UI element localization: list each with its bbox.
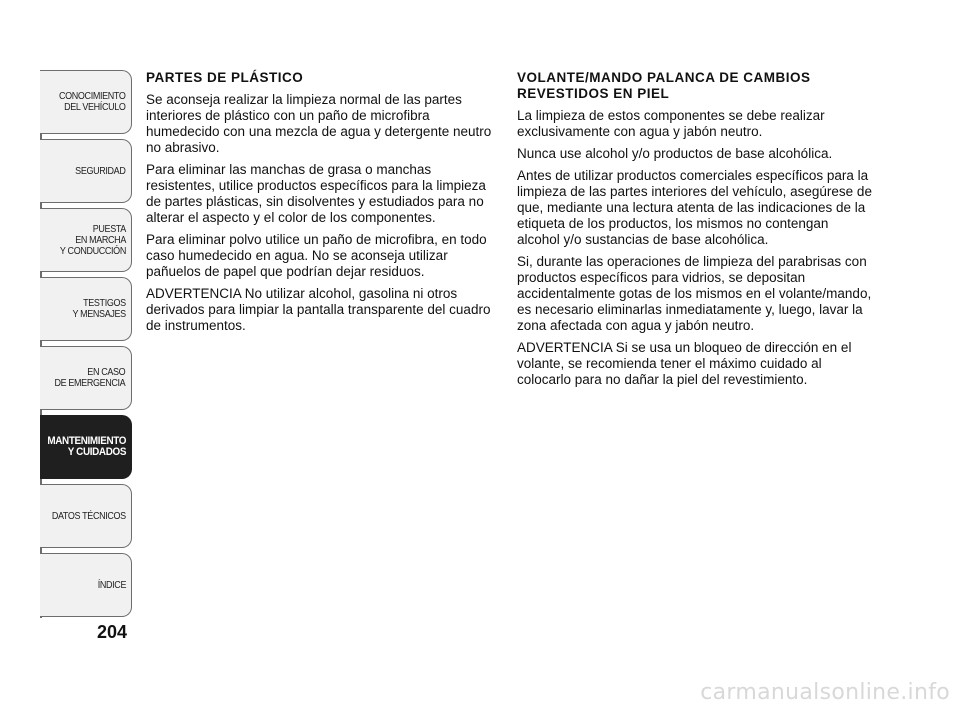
tab-label: CONOCIMIENTO DEL VEHÍCULO bbox=[59, 91, 126, 113]
paragraph: Nunca use alcohol y/o productos de base alcohólica. bbox=[517, 146, 833, 161]
paragraph: La limpieza de estos componentes se debe realizar exclusivamente con agua y jabón neutro. bbox=[517, 108, 825, 139]
tab-mantenimiento-y-cuidados[interactable] bbox=[40, 415, 132, 479]
warning-paragraph: ADVERTENCIA No utilizar alcohol, gasolina ni otros derivados para limpiar la pantalla transparente del cuadro de instrumentos. bbox=[146, 286, 491, 333]
tab-puesta-en-marcha[interactable] bbox=[40, 208, 132, 272]
tab-label: ÍNDICE bbox=[97, 579, 126, 591]
section-heading: VOLANTE/MANDO PALANCA DE CAMBIOS REVESTIDOS EN PIEL bbox=[517, 70, 811, 101]
warning-paragraph: ADVERTENCIA Si se usa un bloqueo de dirección en el volante, se recomienda tener el máximo cuidado al colocarlo para no dañar la piel del revestimiento. bbox=[517, 340, 852, 387]
left-column bbox=[146, 70, 496, 340]
right-column bbox=[517, 70, 872, 394]
tab-label: SEGURIDAD bbox=[75, 165, 126, 177]
tab-datos-tecnicos[interactable] bbox=[40, 484, 132, 548]
paragraph: Antes de utilizar productos comerciales específicos para la limpieza de las partes interiores del vehículo, asegúrese de que, mediante una lectura atenta de las indicaciones de la etiqueta de los productos, los mismos no contengan alcohol y/o sustancias de base alcohólica. bbox=[517, 168, 872, 247]
tab-testigos-y-mensajes[interactable] bbox=[40, 277, 132, 341]
tab-label: PUESTA EN MARCHA Y CONDUCCIÓN bbox=[59, 223, 126, 257]
tab-label: TESTIGOS Y MENSAJES bbox=[72, 298, 126, 320]
tab-conocimiento-del-vehiculo[interactable] bbox=[40, 70, 132, 134]
watermark: carmanualsonline.info bbox=[700, 680, 950, 705]
tab-label: EN CASO DE EMERGENCIA bbox=[54, 367, 126, 389]
tab-label: MANTENIMIENTO Y CUIDADOS bbox=[46, 435, 126, 458]
tab-seguridad[interactable] bbox=[40, 139, 132, 203]
paragraph: Para eliminar las manchas de grasa o manchas resistentes, utilice productos específicos para la limpieza de partes plásticas, sin disolventes y estudiados para no alterar el aspecto y el color de los componentes. bbox=[146, 162, 486, 225]
paragraph: Se aconseja realizar la limpieza normal de las partes interiores de plástico con un paño de microfibra humedecido con una mezcla de agua y detergente neutro no abrasivo. bbox=[146, 92, 492, 155]
paragraph: Para eliminar polvo utilice un paño de microfibra, en todo caso humedecido en agua. No se aconseja utilizar pañuelos de papel que podrían dejar residuos. bbox=[146, 232, 487, 279]
paragraph: Si, durante las operaciones de limpieza del parabrisas con productos específicos para vidrios, se depositan accidentalmente gotas de los mismos en el volante/mando, es necesario eliminarlas inmediatamente y, luego, lavar la zona afectada con agua y jabón neutro. bbox=[517, 254, 872, 333]
tab-en-caso-de-emergencia[interactable] bbox=[40, 346, 132, 410]
section-heading: PARTES DE PLÁSTICO bbox=[146, 70, 304, 85]
tab-indice[interactable] bbox=[40, 553, 132, 617]
tab-label: DATOS TÉCNICOS bbox=[51, 510, 126, 522]
page-number: 204 bbox=[97, 622, 128, 642]
